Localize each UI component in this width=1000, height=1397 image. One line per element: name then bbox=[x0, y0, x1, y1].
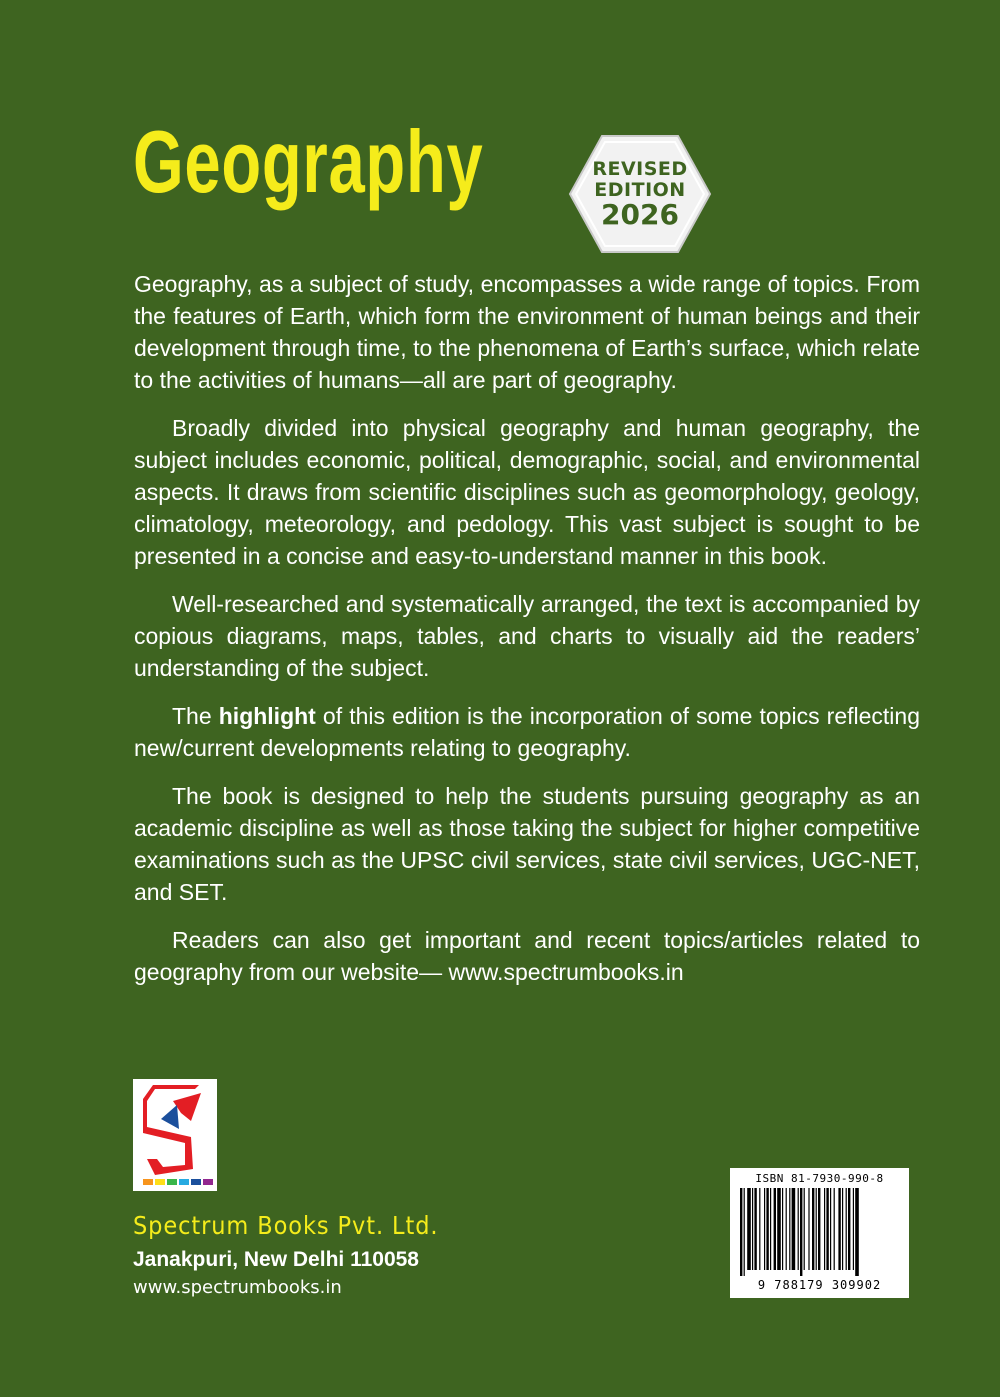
spectrum-logo bbox=[133, 1079, 217, 1191]
barcode-bar bbox=[789, 1188, 790, 1270]
publisher-website: www.spectrumbooks.in bbox=[133, 1277, 342, 1298]
barcode-bar bbox=[777, 1188, 781, 1270]
barcode-bar bbox=[818, 1188, 820, 1270]
barcode-bar bbox=[834, 1188, 835, 1270]
barcode-bar bbox=[824, 1188, 825, 1270]
paragraph-website: Readers can also get important and recent topics/articles related to geography from our website— www.spectrumbooks.in bbox=[134, 927, 920, 985]
barcode-bar bbox=[774, 1188, 776, 1270]
barcode-number: 9 788179 309902 bbox=[757, 1278, 882, 1292]
barcode-bar bbox=[744, 1188, 745, 1276]
highlight-prefix: The bbox=[172, 703, 219, 729]
barcode-bar bbox=[846, 1188, 847, 1270]
paragraph-audience: The book is designed to help the students pursuing geography as an academic discipline as well as those taking the subject for higher competitive examinations such as the UPSC civil services, state civil services, UGC-NET, and SET. bbox=[134, 783, 920, 905]
revised-edition-badge bbox=[568, 134, 712, 254]
highlight-rest: of this edition is the incorporation of some topics reflecting new/current developments relating to geography. bbox=[134, 703, 920, 761]
barcode-bar bbox=[812, 1188, 814, 1270]
barcode-bar bbox=[770, 1188, 771, 1270]
paragraph-research: Well-researched and systematically arranged, the text is accompanied by copious diagrams, maps, tables, and charts to visually aid the readers’ understanding of the subject. bbox=[134, 591, 920, 681]
barcode-bar bbox=[804, 1188, 805, 1270]
barcode-bar bbox=[747, 1188, 751, 1270]
book-title: Geography bbox=[133, 112, 484, 211]
barcode-bar bbox=[786, 1188, 787, 1270]
description-text bbox=[134, 268, 920, 1004]
barcode-bar bbox=[842, 1188, 843, 1270]
barcode-bar bbox=[798, 1188, 799, 1270]
paragraph-highlight bbox=[134, 700, 920, 764]
barcode-bar bbox=[853, 1188, 854, 1270]
barcode-bar bbox=[855, 1188, 859, 1276]
publisher-name: Spectrum Books Pvt. Ltd. bbox=[133, 1211, 439, 1240]
barcode-bar bbox=[816, 1188, 817, 1270]
barcode-bar bbox=[808, 1188, 809, 1270]
badge-line-year: 2026 bbox=[601, 198, 679, 231]
publisher-address: Janakpuri, New Delhi 110058 bbox=[133, 1248, 419, 1271]
spectrum-s-logo-icon bbox=[133, 1079, 217, 1191]
paragraph-scope: Broadly divided into physical geography and human geography, the subject includes economic, political, demographic, social, and environmental aspects. It draws from scientific disciplines such as geomorphology, geology, climatology, meteorology, and pedology. This vast subject is sought to be presented in a concise and easy-to-understand manner in this book. bbox=[134, 415, 920, 569]
barcode-icon bbox=[738, 1188, 901, 1276]
barcode-bar bbox=[754, 1188, 756, 1270]
paragraph-intro: Geography, as a subject of study, encompasses a wide range of topics. From the features of Earth, which form the environment of human beings and their development through time, to the phenomena of Earth’s surface, which relate to the activities of humans—all are part of geography. bbox=[134, 271, 920, 393]
badge-line-edition: EDITION bbox=[594, 179, 686, 201]
barcode-bar bbox=[766, 1188, 768, 1270]
highlight-bold-word: highlight bbox=[218, 703, 316, 729]
barcode-bar bbox=[848, 1188, 850, 1270]
barcode-bar bbox=[838, 1188, 840, 1270]
barcode-bar bbox=[740, 1188, 742, 1276]
barcode-bar bbox=[752, 1188, 753, 1270]
barcode-bar bbox=[782, 1188, 783, 1270]
barcode-bar bbox=[830, 1188, 831, 1270]
barcode-bar bbox=[792, 1188, 796, 1270]
barcode-bar bbox=[759, 1188, 760, 1270]
barcode-bar bbox=[826, 1188, 828, 1270]
isbn-barcode bbox=[730, 1168, 909, 1298]
isbn-text: ISBN 81-7930-990-8 bbox=[755, 1172, 884, 1185]
barcode-bar bbox=[800, 1188, 802, 1276]
badge-line-revised: REVISED bbox=[592, 158, 688, 180]
barcode-bar bbox=[764, 1188, 765, 1270]
